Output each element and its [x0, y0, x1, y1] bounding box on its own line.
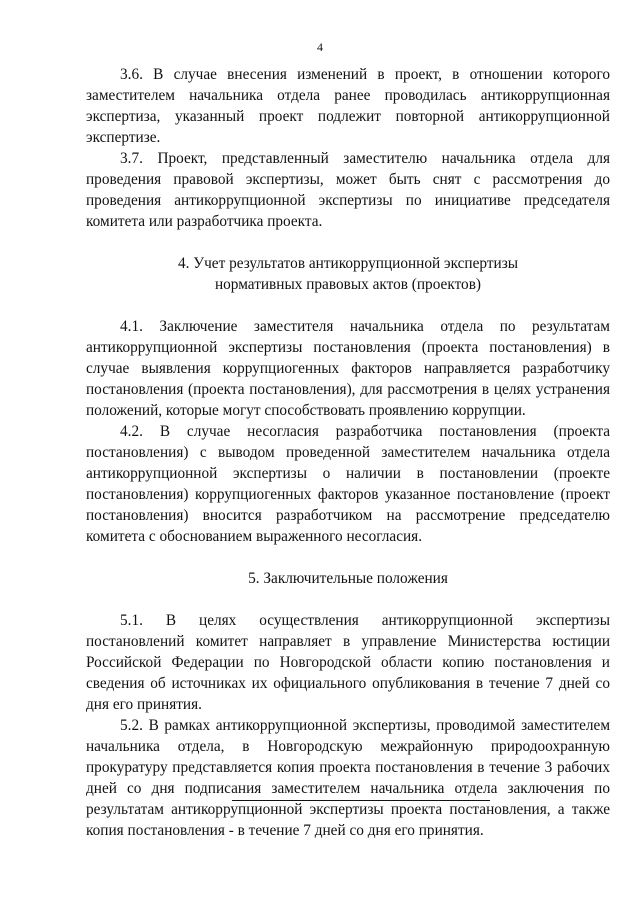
section-5-heading: [86, 568, 610, 589]
paragraph-4-2: 4.2. В случае несогласия разработчика постановления (проекта постановления) с выводом проведенной заместителем начальника отдела антикоррупционной экспертизы о наличии в постановлении (проекте постановления) коррупциогенных факторов указанное постановление (проект постановления) вносится разработчиком на рассмотрение председателю комитета с обоснованием выраженного несогласия.: [86, 423, 610, 545]
paragraph-5-1: 5.1. В целях осуществления антикоррупционной экспертизы постановлений комитет направляет в управление Министерства юстиции Российской Федерации по Новгородской области копию постановления и сведения об источниках их официального опубликования в течение 7 дней со дня его принятия.: [86, 612, 610, 713]
paragraph-3-6: 3.6. В случае внесения изменений в проект, в отношении которого заместителем начальника отдела ранее проводилась антикоррупционная экспертиза, указанный проект подлежит повторной антикоррупционной экспертизе.: [86, 66, 610, 146]
section-5-heading-line: 5. Заключительные положения: [248, 570, 448, 587]
paragraph-4-1: 4.1. Заключение заместителя начальника отдела по результатам антикоррупционной экспертизы постановления (проекта постановления) в случае выявления коррупциогенных факторов направляется разработчику постановления (проекта постановления), для рассмотрения в целях устранения положений, которые могут способствовать проявлению коррупции.: [86, 318, 610, 419]
spacer: [86, 295, 610, 316]
page-number: 4: [317, 40, 323, 54]
paragraph-3-7: 3.7. Проект, представленный заместителю начальника отдела для проведения правовой экспертизы, может быть снят с рассмотрения до проведения антикоррупционной экспертизы по инициативе председателя комитета или разработчика проекта.: [86, 150, 610, 230]
section-4-heading-line-1: 4. Учет результатов антикоррупционной экспертизы: [177, 255, 519, 272]
section-4-heading: [86, 253, 610, 295]
spacer: [86, 589, 610, 610]
closing-rule: [232, 800, 490, 801]
paragraph-5-2: 5.2. В рамках антикоррупционной экспертизы, проводимой заместителем начальника отдела, в Новгородскую межрайонную природоохранную прокуратуру представляется копия проекта постановления в течение 3 рабочих дней со дня подписания заместителем начальника отдела заключения по результатам антикоррупционной экспертизы проекта постановления, а также копия постановления - в течение 7 дней со дня его принятия.: [86, 717, 610, 839]
spacer: [86, 547, 610, 568]
section-4-heading-line-2: нормативных правовых актов (проектов): [214, 276, 482, 293]
document-body: [86, 64, 610, 841]
spacer: [86, 232, 610, 253]
